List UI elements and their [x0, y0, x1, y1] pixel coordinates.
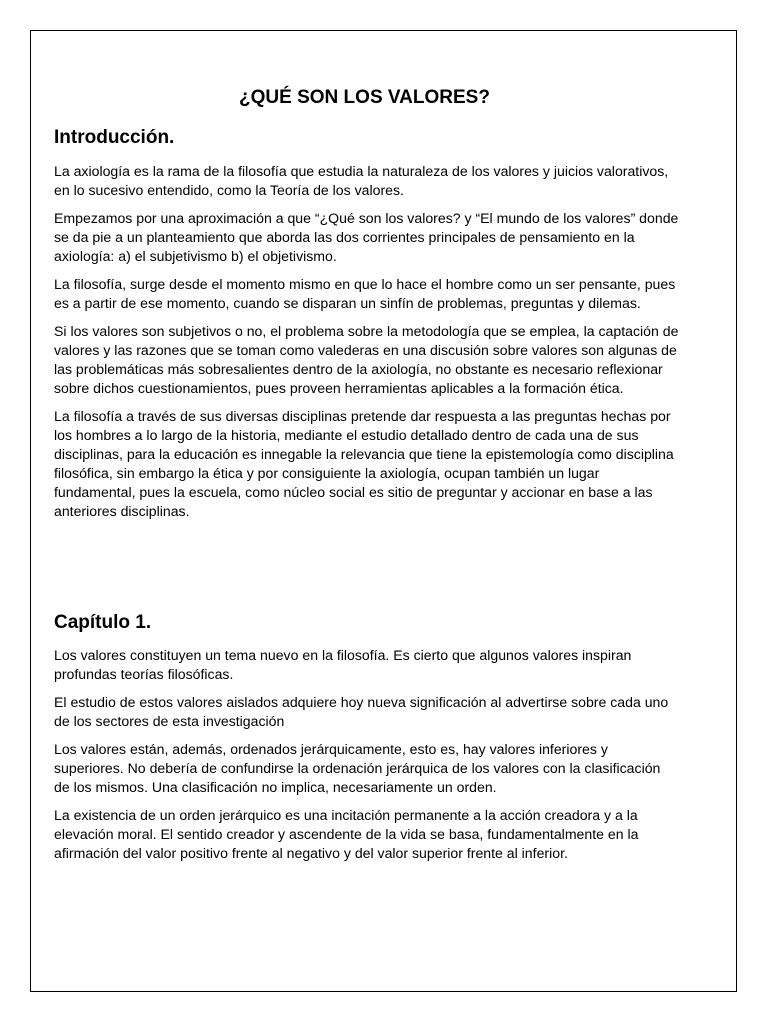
paragraph: Empezamos por una aproximación a que “¿Qué son los valores? y “El mundo de los valores” donde se da pie a un planteamiento que aborda las dos corrientes principales de pensamiento en la axiología: a) el subjetivismo b) el objetivismo.: [54, 210, 679, 264]
document-page: [30, 30, 737, 992]
paragraph: La filosofía a través de sus diversas disciplinas pretende dar respuesta a las preguntas hechas por los hombres a lo largo de la historia, mediante el estudio detallado dentro de cada una de sus disciplinas, para la educación es innegable la relevancia que tiene la epistemología como disciplina filosófica, sin embargo la ética y por consiguiente la axiología, ocupan también un lugar fundamental, pues la escuela, como núcleo social es sitio de preguntar y accionar en base a las anteriores disciplinas.: [54, 408, 674, 519]
paragraph: La existencia de un orden jerárquico es una incitación permanente a la acción creadora y a la elevación moral. El sentido creador y ascendente de la vida se basa, fundamentalmente en la afirmación del valor positivo frente al negativo y del valor superior frente al inferior.: [54, 807, 639, 861]
section-heading-capitulo-1: Capítulo 1.: [54, 612, 152, 633]
paragraph: El estudio de estos valores aislados adquiere hoy nueva significación al advertirse sobre cada uno de los sectores de esta investigación: [54, 694, 669, 729]
section-body-introduccion: [54, 162, 679, 530]
section-heading-introduccion: Introducción.: [54, 127, 175, 148]
paragraph: Si los valores son subjetivos o no, el problema sobre la metodología que se emplea, la captación de valores y las razones que se toman como valederas en una discusión sobre valores son algunas de las problemáticas más sobresalientes dentro de la axiología, no obstante es necesario reflexionar sobre dichos cuestionamientos, pues proveen herramientas aplicables a la formación ética.: [54, 323, 679, 396]
paragraph: La filosofía, surge desde el momento mismo en que lo hace el hombre como un ser pensante, pues es a partir de ese momento, cuando se disparan un sinfín de problemas, preguntas y dilemas.: [54, 276, 676, 311]
paragraph: Los valores constituyen un tema nuevo en la filosofía. Es cierto que algunos valores inspiran profundas teorías filosóficas.: [54, 647, 632, 682]
section-body-capitulo-1: [54, 646, 679, 872]
document-title: ¿QUÉ SON LOS VALORES?: [239, 87, 490, 108]
paragraph: Los valores están, además, ordenados jerárquicamente, esto es, hay valores inferiores y superiores. No debería de confundirse la ordenación jerárquica de los valores con la clasificación de los mismos. Una clasificación no implica, necesariamente un orden.: [54, 741, 661, 795]
paragraph: La axiología es la rama de la filosofía que estudia la naturaleza de los valores y juicios valorativos, en lo sucesivo entendido, como la Teoría de los valores.: [54, 163, 669, 198]
